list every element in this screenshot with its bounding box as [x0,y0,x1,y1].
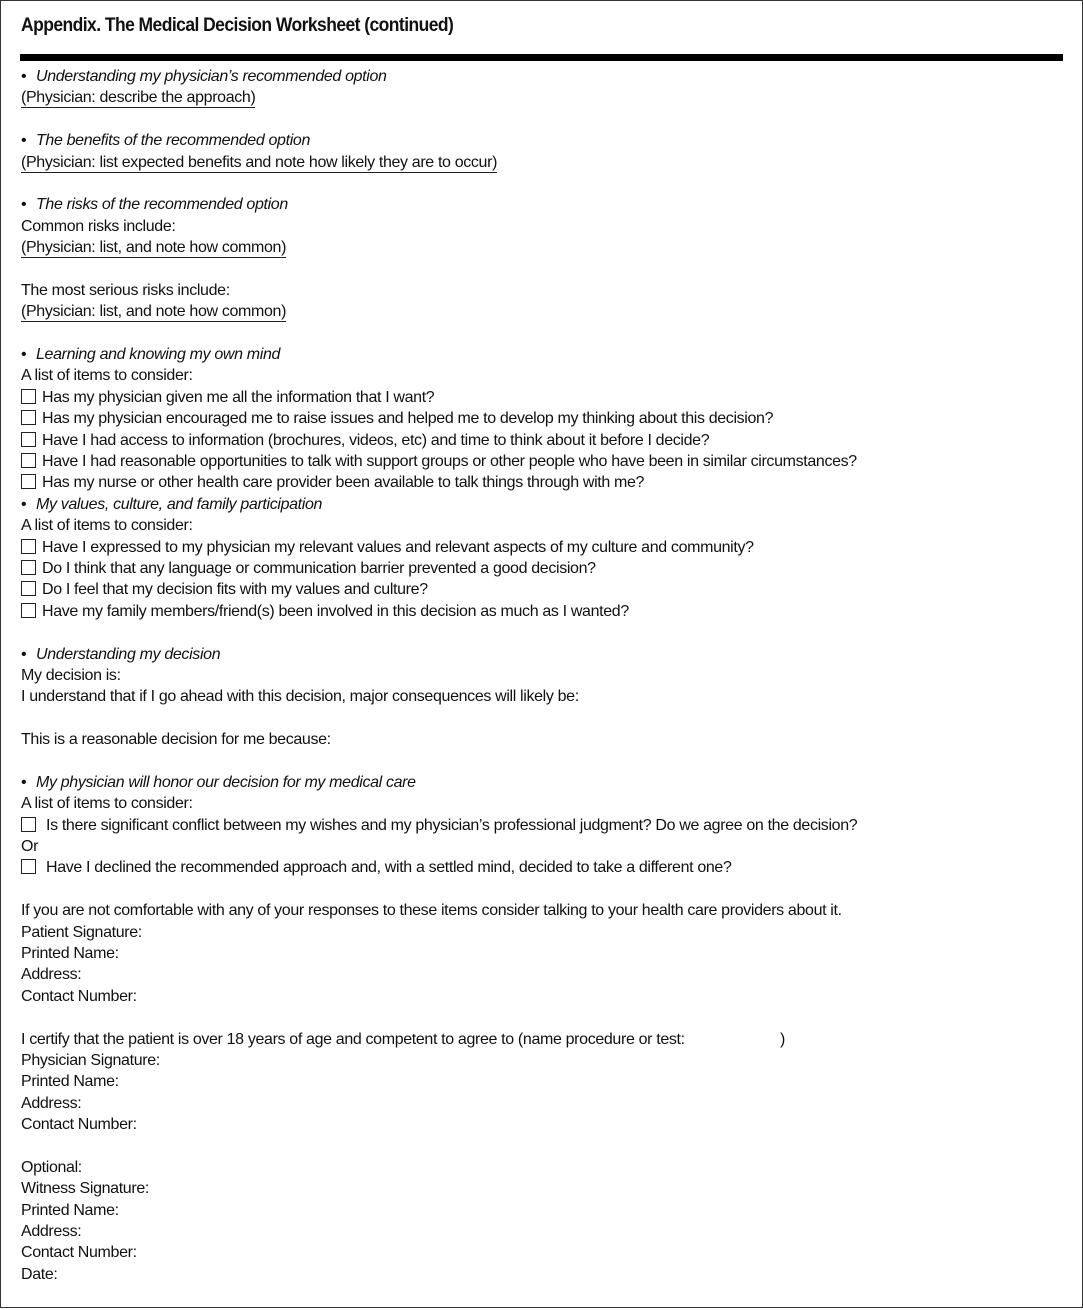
form-field [21,1221,1061,1242]
checkbox[interactable] [21,539,36,554]
checklist-item [21,472,1061,493]
form-field [21,1200,1061,1221]
checklist-item [21,451,1061,472]
spacer [21,622,1061,643]
section-heading [21,130,1061,151]
form-field-label: Contact Number: [21,1244,137,1262]
bullet-icon: • [21,68,27,85]
text-line-content: If you are not comfortable with any of your responses to these items consider talking to your health care providers about it. [21,902,842,920]
section-heading [21,194,1061,215]
checklist-item [21,408,1061,429]
page-title: Appendix. The Medical Decision Worksheet (continued) [21,15,454,36]
form-field-label: Address: [21,966,82,984]
text-line [21,365,1061,386]
form-field [21,986,1061,1007]
form-field-label: Address: [21,1223,82,1241]
bullet-icon: • [21,346,27,364]
checklist-item-label: Do I think that any language or communication barrier prevented a good decision? [42,559,596,577]
section-heading-text: Understanding my physician’s recommended option [36,68,387,85]
text-line [21,686,1061,707]
section-heading [21,66,1061,87]
form-field [21,964,1061,985]
form-field-label: Patient Signature: [21,923,142,941]
checklist-item [21,857,1061,878]
form-field-label: Witness Signature: [21,1180,149,1198]
checkbox[interactable] [21,581,36,596]
text-line [21,216,1061,237]
text-line-content: A list of items to consider: [21,367,193,385]
form-field [21,1242,1061,1263]
checkbox[interactable] [21,474,36,489]
checkbox[interactable] [21,389,36,404]
form-field-label: Printed Name: [21,1073,119,1091]
spacer [21,751,1061,772]
checklist-item-label: Have I had reasonable opportunities to talk with support groups or other people who have been in similar circumstances? [42,453,857,471]
form-field-label: Address: [21,1094,82,1112]
checkbox[interactable] [21,410,36,425]
section-heading-text: My physician will honor our decision for my medical care [36,773,416,791]
checklist-item [21,430,1061,451]
form-field-label: Physician Signature: [21,1051,160,1069]
spacer [21,1136,1061,1157]
form-field [21,1114,1061,1135]
text-line-content: A list of items to consider: [21,517,193,535]
text-line-content: The most serious risks include: [21,281,230,299]
section-heading-text: Learning and knowing my own mind [36,346,281,364]
closing-parenthesis: ) [780,1030,785,1048]
section-heading-text: The benefits of the recommended option [36,132,310,150]
checklist-item-label: Do I feel that my decision fits with my values and culture? [42,581,428,599]
section-heading [21,344,1061,365]
checklist-item [21,579,1061,600]
text-line-content: Or [21,838,39,856]
section-heading-text: My values, culture, and family participation [36,495,323,513]
text-line-content: My decision is: [21,666,121,684]
text-line [21,729,1061,750]
form-field-label: Printed Name: [21,1201,119,1219]
text-line [21,1157,1061,1178]
text-line [21,515,1061,536]
physician-instruction [21,152,1061,173]
spacer [21,109,1061,130]
bullet-icon: • [21,132,27,150]
text-line-content: A list of items to consider: [21,795,193,813]
spacer [21,708,1061,729]
section-heading [21,644,1061,665]
checkbox[interactable] [21,453,36,468]
checklist-item-label: Has my physician encouraged me to raise issues and helped me to develop my thinking about this decision? [42,410,774,428]
text-line [21,900,1061,921]
form-field [21,1178,1061,1199]
spacer [21,1007,1061,1028]
form-field [21,1071,1061,1092]
physician-instruction-text: (Physician: describe the approach) [21,89,256,107]
checkbox[interactable] [21,859,36,874]
physician-instruction-text: (Physician: list, and note how common) [21,303,287,321]
form-field-label: Printed Name: [21,945,119,963]
title-divider [20,54,1063,61]
checklist-item [21,601,1061,622]
text-line-content: This is a reasonable decision for me because: [21,731,331,749]
physician-instruction-text: (Physician: list, and note how common) [21,239,287,257]
certification-line [21,1029,1061,1050]
bullet-icon: • [21,495,27,513]
text-line [21,665,1061,686]
physician-instruction [21,87,1061,108]
spacer [21,173,1061,194]
checklist-item [21,387,1061,408]
checklist-item-label: Has my nurse or other health care provider been available to talk things through with me? [42,474,645,492]
checklist-item [21,815,1061,836]
section-heading-text: The risks of the recommended option [36,196,288,214]
checklist-item [21,537,1061,558]
spacer [21,879,1061,900]
section-heading [21,772,1061,793]
worksheet-body [21,66,1061,1285]
spacer [21,259,1061,280]
checklist-item-label: Has my physician given me all the information that I want? [42,388,435,406]
form-field-label: Contact Number: [21,1116,137,1134]
text-line [21,836,1061,857]
form-field-label: Date: [21,1265,58,1283]
section-heading-text: Understanding my decision [36,645,221,663]
form-field-label: Contact Number: [21,987,137,1005]
section-heading [21,494,1061,515]
checkbox[interactable] [21,817,36,832]
checkbox[interactable] [21,603,36,618]
form-field [21,1093,1061,1114]
checklist-item-label: Have my family members/friend(s) been involved in this decision as much as I wanted? [42,602,629,620]
checklist-item-label: Have I declined the recommended approach and, with a settled mind, decided to take a different one? [46,859,732,877]
text-line-content: I understand that if I go ahead with this decision, major consequences will likely be: [21,688,579,706]
form-field [21,1050,1061,1071]
checklist-item [21,558,1061,579]
physician-instruction-text: (Physician: list expected benefits and note how likely they are to occur) [21,153,498,171]
bullet-icon: • [21,773,27,791]
checkbox[interactable] [21,432,36,447]
text-line-content: Common risks include: [21,217,176,235]
spacer [21,323,1061,344]
bullet-icon: • [21,196,27,214]
checklist-item-label: Have I had access to information (brochures, videos, etc) and time to think about it before I decide? [42,431,710,449]
form-field [21,943,1061,964]
physician-instruction [21,301,1061,322]
checklist-item-label: Is there significant conflict between my wishes and my physician’s professional judgment? Do we agree on the decision? [46,816,858,834]
checkbox[interactable] [21,560,36,575]
physician-instruction [21,237,1061,258]
text-line-content: Optional: [21,1158,82,1176]
text-line [21,793,1061,814]
text-line [21,280,1061,301]
form-field [21,922,1061,943]
bullet-icon: • [21,645,27,663]
form-field [21,1264,1061,1285]
checklist-item-label: Have I expressed to my physician my relevant values and relevant aspects of my culture and community? [42,538,754,556]
text-line-content: I certify that the patient is over 18 years of age and competent to agree to (name procedure or test: [21,1030,685,1048]
